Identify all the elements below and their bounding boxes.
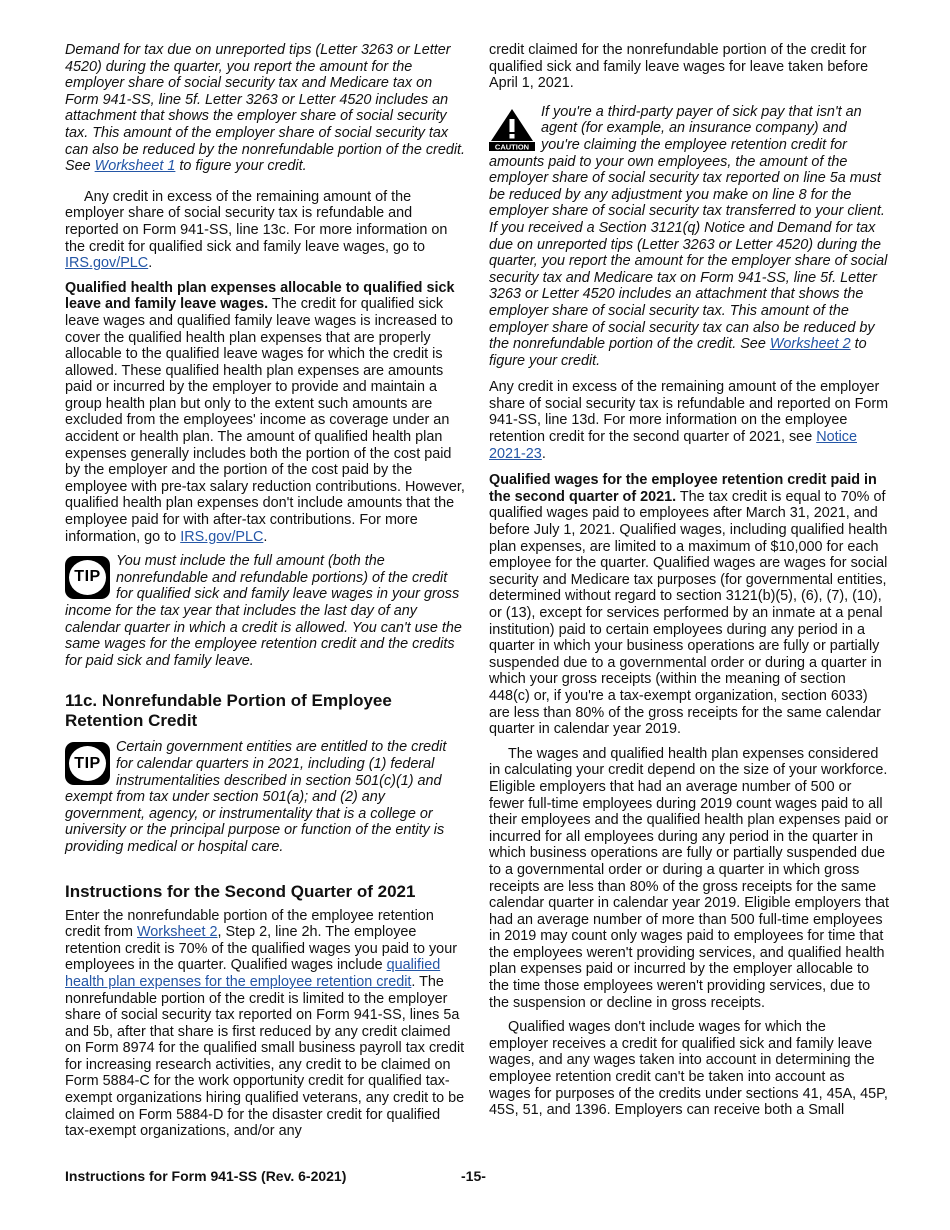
paragraph-nonrefundable-portion: Enter the nonrefundable portion of the employee retention credit from Worksheet 2, Step 2, line 2h. The employee retention credit is 70% of the qualified wages you paid to your employees in the quarter. Qualified wages include qualified health plan expenses for the employee retention credit. The nonrefundable portion of the credit is limited to the employer share of social security tax reported on Form 941-SS, lines 5a and 5b, after that share is first reduced by any credit claimed on Form 8974 for the qualified small business payroll tax credit for increasing research activities, any credit to be claimed on Form 5884-C for the work opportunity credit for qualified tax-exempt organizations hiring qualified veterans, any credit to be claimed on Form 5884-D for the disaster credit for qualified tax-exempt organizations, and/or any	[65, 907, 465, 1140]
caution-text: If you're a third-party payer of sick pay that isn't an agent (for example, an insurance company) and you're claiming the employee retention credit for amounts paid to your own employees, the amount of the employer share of social security tax reported on line 5a must be reduced by any adjustment you make on line 8 for the employer share of social security tax transferred to your client. If you received a Section 3121(q) Notice and Demand for tax due on unreported tips (Letter 3263 or Letter 4520) during the quarter, you report the amount for the employer share of social security tax and Medicare tax on Form 941-SS, line 5f. Letter 3263 or Letter 4520 includes an attachment that shows the employer share of social security tax. This amount of the employer share of social security tax can also be reduced by the nonrefundable portion of the credit. See Worksheet 2 to figure your credit.	[489, 103, 888, 369]
health-plan-heading: Qualified health plan expenses allocable to qualified sick leave and family leave wages.	[65, 279, 455, 313]
irs-plc-link-2[interactable]: IRS.gov/PLC	[180, 528, 264, 545]
irs-plc-link[interactable]: IRS.gov/PLC	[65, 255, 149, 272]
paragraph-refundable-credit: Any credit in excess of the remaining amount of the employer share of social security tax is refundable and reported on Form 941-SS, line 13c. For more information on the credit for qualified sick and family leave wages, go to IRS.gov/PLC.	[65, 188, 448, 272]
tip-icon: TIP	[65, 556, 110, 599]
caution-note-third-party	[489, 104, 889, 370]
page-footer	[65, 1168, 885, 1188]
worksheet-2-link[interactable]: Worksheet 2	[136, 924, 218, 941]
page-number: -15-	[461, 1168, 486, 1184]
caution-triangle-icon	[489, 107, 535, 151]
section-heading-11c: 11c. Nonrefundable Portion of Employee Retention Credit	[65, 691, 392, 731]
worksheet-1-link[interactable]: Worksheet 1	[94, 158, 176, 175]
paragraph-workforce-size: The wages and qualified health plan expenses considered in calculating your credit depend on the size of your workforce. Eligible employers that had an average number of 500 or fewer full-time employees during 2019 count wages paid to all their employees and the qualified health plan expenses paid or incurred for all employees during any period in the quarter in which business operations are fully or partially suspended due to a governmental order or during a quarter in which gross receipts are less than 80% of the gross receipts for the same calendar quarter in calendar year 2019. Eligible employers that had an average number of more than 500 full-time employees in 2019 may count only wages paid to employees for time that the employees weren't providing services, and qualified health plan expenses paid or incurred by the employer allocable to the time those employees weren't providing services, due to the suspension or decline in gross receipts.	[489, 745, 889, 1011]
caution-icon	[489, 107, 535, 151]
notice-2021-23-link[interactable]: Notice 2021-23	[489, 429, 857, 462]
qualified-health-plan-link[interactable]: qualified health plan expenses for the employee retention credit	[65, 957, 441, 990]
caution-label: CAUTION	[494, 142, 530, 151]
worksheet-2-link-2[interactable]: Worksheet 2	[769, 336, 851, 353]
qualified-wages-heading: Qualified wages for the employee retention credit paid in the second quarter of 2021.	[489, 472, 877, 505]
tip-text-government-entities: Certain government entities are entitled to the credit for calendar quarters in 2021, including (1) federal instrumentalities described in section 501(c)(1) and exempt from tax under section 501(a); and (2) any government, agency, or instrumentality that is a college or university or the principal purpose or function of the entity is providing medical or hospital care.	[65, 739, 447, 855]
footer-form-title: Instructions for Form 941-SS (Rev. 6-2021)	[65, 1168, 347, 1184]
paragraph-health-plan-expenses: Qualified health plan expenses allocable to qualified sick leave and family leave wages. The credit for qualified sick leave wages and qualified family leave wages is increased to cover the qualified health plan expenses that are properly allocable to the qualified leave wages for which the credit is allowed. These qualified health plan expenses are amounts paid or incurred by the employer to provide and maintain a group health plan but only to the extent such amounts are excluded from the employees' income as coverage under an accident or health plan. The amount of qualified health plan expenses generally includes both the portion of the cost paid by the employer and the portion of the cost paid by the employee with pre-tax salary reduction contributions. However, qualified health plan expenses don't include amounts that the employee paid for with after-tax contributions. For more information, go to IRS.gov/PLC.	[65, 279, 465, 545]
right-column	[489, 42, 889, 1127]
tip-icon: TIP	[65, 742, 110, 785]
left-column	[65, 42, 465, 1148]
tip-text-gross-income: You must include the full amount (both the nonrefundable and refundable portions) of the credit for qualified sick and family leave wages in your gross income for the tax year that includes the last day of any calendar quarter in which a credit is allowed. You can't use the same wages for the employee retention credit and the credits for paid sick and family leave.	[65, 553, 462, 669]
paragraph-refundable-13d: Any credit in excess of the remaining amount of the employer share of social security tax is refundable and reported on Form 941-SS, line 13d. For more information on the employee retention credit for the second quarter of 2021, see Notice 2021-23.	[489, 379, 889, 462]
paragraph-qualified-wages: Qualified wages for the employee retention credit paid in the second quarter of 2021. The tax credit is equal to 70% of qualified wages paid to employees after March 31, 2021, and before July 1, 2021. Qualified wages, including qualified health plan expenses, are limited to a maximum of $10,000 for each employee for the quarter. Qualified wages are wages for social security and Medicare tax purposes (for governmental entities, determined without regard to section 3121(b)(5), (6), (7), (10), or (13), except for services performed by an inmate at a penal institution) paid to certain employees during any period in a quarter in which your business operations are fully or partially suspended due to a governmental order or during a quarter in which your gross receipts (within the meaning of section 448(c) or, if you're a tax-exempt organization, section 6033) are less than 80% of the gross receipts for the same calendar quarter in calendar year 2019.	[489, 472, 888, 738]
section-heading-second-quarter: Instructions for the Second Quarter of 2021	[65, 881, 416, 901]
paragraph-continued: credit claimed for the nonrefundable portion of the credit for qualified sick and family leave wages for leave taken before April 1, 2021.	[489, 42, 869, 92]
tip-note-gross-income	[65, 553, 465, 669]
paragraph-letter-3263: Demand for tax due on unreported tips (Letter 3263 or Letter 4520) during the quarter, you report the amount for the employer share of social security tax and Medicare tax on Form 941-SS, line 5f. Letter 3263 or Letter 4520 includes an attachment that shows the employer share of social security tax. This amount of the employer share of social security tax can also be reduced by the nonrefundable portion of the credit. See Worksheet 1 to figure your credit.	[65, 42, 466, 175]
paragraph-excluded-wages: Qualified wages don't include wages for which the employer receives a credit for qualified sick and family leave wages, and any wages taken into account in determining the employee retention credit can't be taken into account as wages for purposes of the credits under sections 41, 45A, 45P, 45S, 51, and 1396. Employers can receive both a Small	[489, 1019, 888, 1119]
tip-note-government-entities	[65, 739, 465, 855]
